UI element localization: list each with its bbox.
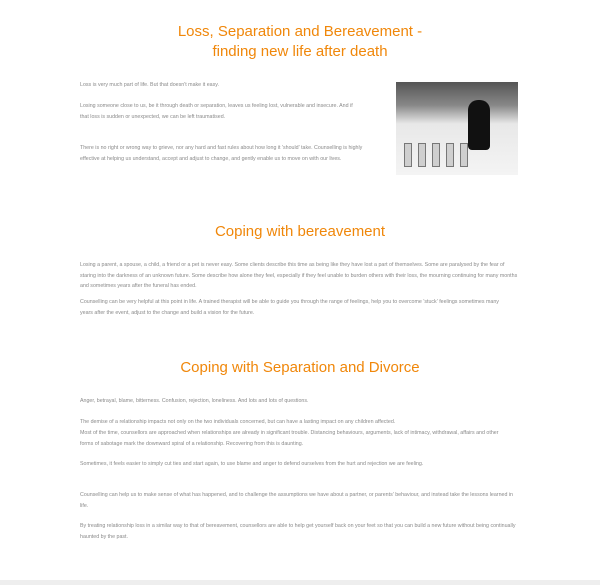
separation-paragraph: Counselling can help us to make sense of what has happened, and to challenge the assumptions we have about a partner, or parents' behaviour, and instead take the lessons learned in life. bbox=[80, 492, 513, 509]
section-heading-separation: Coping with Separation and Divorce bbox=[180, 359, 420, 376]
bereavement-paragraph: Losing a parent, a spouse, a child, a friend or a pet is never easy. Some clients describe this time as being like they have lost a part of themselves. Some are paralysed by the fear of staring into the darkness of an unknown future. Some describe how alone they feel, especially if they feel unable to burden others with their loss, the mourning continuing for many months and sometimes years after the funeral has ended. bbox=[80, 262, 518, 289]
intro-paragraph: Loss is very much part of life. But that doesn't make it easy. bbox=[80, 82, 219, 88]
intro-paragraph: Losing someone close to us, be it through death or separation, leaves us feeling lost, vulnerable and insecure. And if that loss is sudden or unexpected, we can be left traumatised. bbox=[80, 103, 353, 120]
intro-paragraph: There is no right or wrong way to grieve, nor any hard and fast rules about how long it 'should' take. Counselling is highly effective at helping us understand, accept and adjust to change, and gently enable us to move on with our lives. bbox=[80, 145, 363, 162]
page-title bbox=[0, 22, 600, 62]
title-line-2: finding new life after death bbox=[212, 43, 388, 60]
section-heading-bereavement: Coping with bereavement bbox=[214, 223, 386, 240]
separation-paragraph: The demise of a relationship impacts not only on the two individuals concerned, but can have a lasting impact on any children affected. bbox=[80, 419, 396, 425]
separation-paragraph: Sometimes, it feels easier to simply cut ties and start again, to use blame and anger to defend ourselves from the hurt and rejection we are feeling. bbox=[80, 461, 424, 467]
separation-paragraph: Most of the time, counsellors are approached when relationships are already in significant trouble. Distancing behaviours, arguments, lack of intimacy, withdrawal, affairs and other forms of sabotage mark the downward spiral of a relationship. Recovering from this is daunting. bbox=[80, 430, 499, 447]
bereavement-paragraph: Counselling can be very helpful at this point in life. A trained therapist will be able to guide you through the range of feelings, help you to overcome 'stuck' feelings sometimes many years after the event, adjust to the change and build a vision for the future. bbox=[80, 299, 499, 316]
footer-bar bbox=[0, 580, 600, 585]
separation-paragraph: Anger, betrayal, blame, bitterness. Confusion, rejection, loneliness. And lots and lots of questions. bbox=[80, 398, 309, 404]
cemetery-photo bbox=[396, 82, 518, 175]
title-line-1: Loss, Separation and Bereavement - bbox=[177, 23, 423, 40]
separation-paragraph: By treating relationship loss in a similar way to that of bereavement, counsellors are able to help get yourself back on your feet so that you can build a new future without being continually haunted by the past. bbox=[80, 523, 516, 540]
